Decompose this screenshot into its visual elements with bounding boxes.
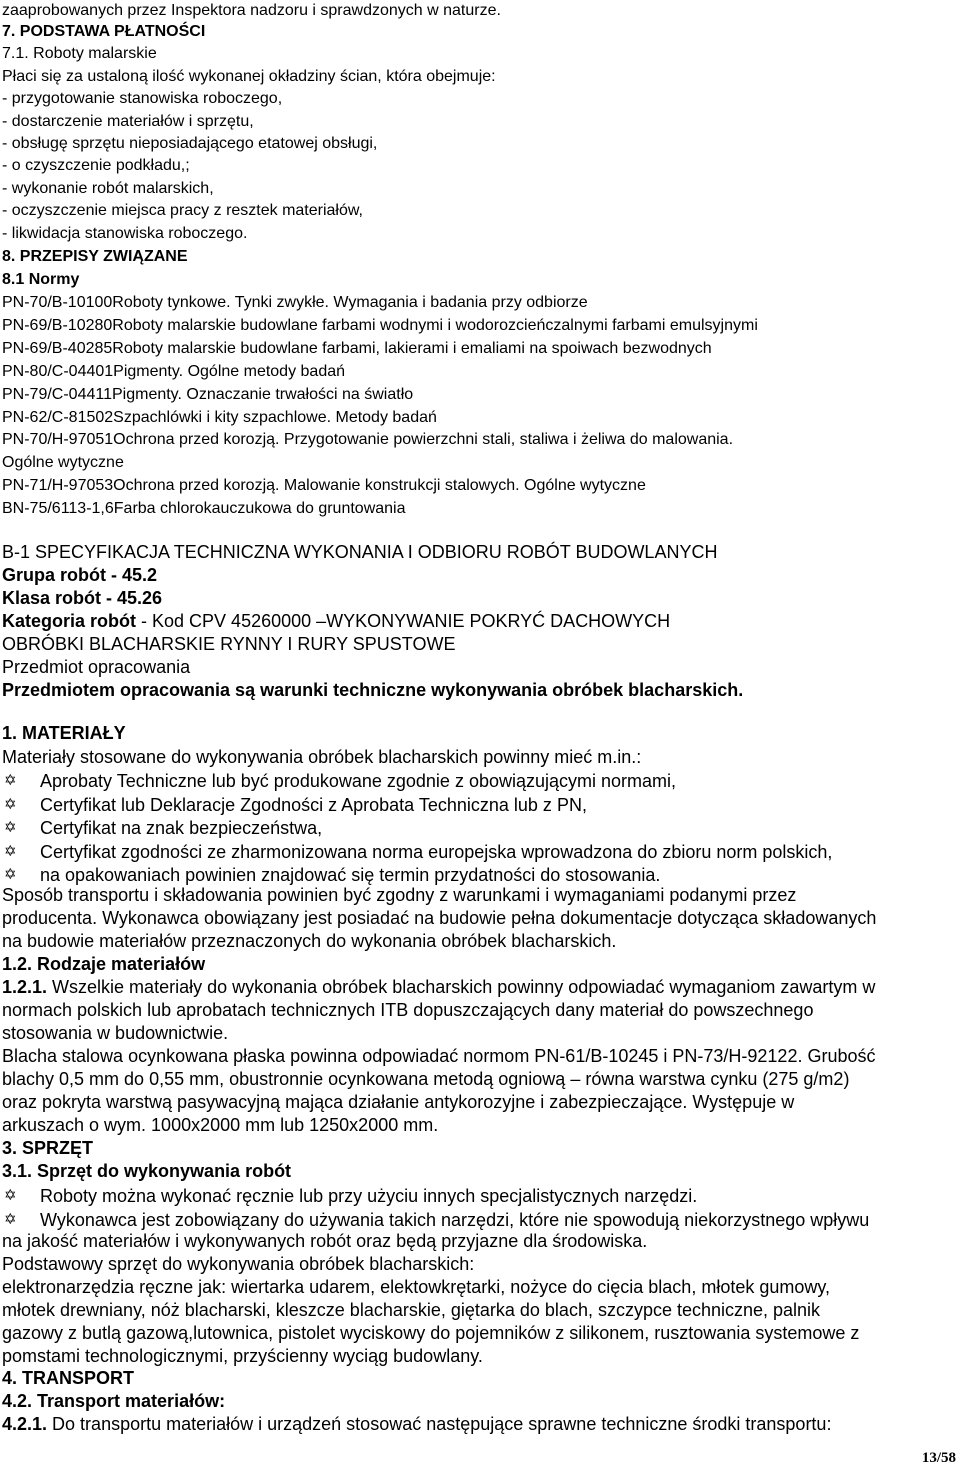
text-line: elektronarzędzia ręczne jak: wiertarka udarem, elektowkrętarki, nożyce do cięcia blach, młotek gumowy,: [2, 1277, 831, 1297]
heading-line: 1.2. Rodzaje materiałów: [2, 954, 206, 974]
text-line: producenta. Wykonawca obowiązany jest posiadać na budowie pełna dokumentacje dotycząca składowanych: [2, 908, 877, 928]
text-line: PN-69/B-40285Roboty malarskie budowlane farbami, lakierami i emaliami na spoiwach bezwodnych: [2, 340, 712, 357]
bullet-item: [2, 1185, 697, 1207]
heading-line: Grupa robót - 45.2: [2, 565, 158, 585]
text-line: arkuszach o wym. 1000x2000 mm lub 1250x2000 mm.: [2, 1115, 439, 1135]
text-line: Ogólne wytyczne: [2, 454, 124, 471]
text-line: Materiały stosowane do wykonywania obróbek blacharskich powinny mieć m.in.:: [2, 747, 642, 767]
text-line: PN-80/C-04401Pigmenty. Ogólne metody badań: [2, 363, 346, 380]
bullet-item: [2, 1209, 869, 1231]
text-line: Sposób transportu i składowania powinien być zgodny z warunkami i wymaganiami podanymi przez: [2, 885, 797, 905]
text-line: OBRÓBKI BLACHARSKIE RYNNY I RURY SPUSTOWE: [2, 634, 456, 654]
bullet-icon: ✡: [4, 819, 17, 836]
heading-line: 4. TRANSPORT: [2, 1368, 135, 1388]
text-line: Blacha stalowa ocynkowana płaska powinna odpowiadać normom PN-61/B-10245 i PN-73/H-92122. Grubość: [2, 1046, 876, 1066]
text-run: Wszelkie materiały do wykonania obróbek blacharskich powinny odpowiadać wymaganiom zawartym w: [47, 977, 876, 997]
heading-line: 3. SPRZĘT: [2, 1138, 94, 1158]
bullet-item: [2, 770, 676, 792]
heading-line: Klasa robót - 45.26: [2, 588, 163, 608]
text-line: Przedmiot opracowania: [2, 657, 191, 677]
bullet-icon: ✡: [4, 843, 17, 860]
heading-line: Przedmiotem opracowania są warunki techniczne wykonywania obróbek blacharskich.: [2, 680, 744, 700]
bold-run: 1.2.1.: [2, 977, 48, 997]
text-line: stosowania w budownictwie.: [2, 1023, 229, 1043]
heading-line: 3.1. Sprzęt do wykonywania robót: [2, 1161, 292, 1181]
text-line: na jakość materiałów i wykonywanych robót oraz będą przyjazne dla środowiska.: [2, 1231, 648, 1251]
bold-run: 4.2.1.: [2, 1414, 48, 1434]
bullet-icon: ✡: [4, 796, 17, 813]
bullet-item: [2, 794, 587, 816]
bullet-icon: ✡: [4, 772, 17, 789]
text-line: młotek drewniany, nóż blacharski, kleszcze blacharskie, giętarka do blach, szczypce techniczne, palnik: [2, 1300, 821, 1320]
text-line: - obsługę sprzętu nieposiadającego etatowej obsługi,: [2, 135, 378, 152]
heading-line: 8.1 Normy: [2, 271, 80, 288]
text-line: - o czyszczenie podkładu,;: [2, 157, 190, 174]
text-line: PN-69/B-10280Roboty malarskie budowlane farbami wodnymi i wodorozcieńczalnymi farbami emulsyjnymi: [2, 317, 758, 334]
text-line: [2, 610, 670, 632]
text-line: na budowie materiałów przeznaczonych do wykonania obróbek blacharskich.: [2, 931, 617, 951]
text-line: PN-70/H-97051Ochrona przed korozją. Przygotowanie powierzchni stali, staliwa i żeliwa do malowania.: [2, 431, 734, 448]
bold-run: Kategoria robót: [2, 611, 137, 631]
bullet-text: Roboty można wykonać ręcznie lub przy użyciu innych specjalistycznych narzędzi.: [40, 1186, 698, 1206]
text-line: oraz pokryta warstwą pasywacyjną mająca działanie antykorozyjne i zabezpieczające. Występuje w: [2, 1092, 795, 1112]
bullet-text: Certyfikat zgodności ze zharmonizowana norma europejska wprowadzona do zbioru norm polskich,: [40, 842, 833, 862]
page-number: 13/58: [921, 1450, 956, 1466]
text-line: zaaprobowanych przez Inspektora nadzoru i sprawdzonych w naturze.: [2, 2, 501, 19]
heading-line: 8. PRZEPISY ZWIĄZANE: [2, 248, 188, 265]
bullet-text: na opakowaniach powinien znajdować się termin przydatności do stosowania.: [40, 865, 661, 885]
text-run: Do transportu materiałów i urządzeń stosować następujące sprawne techniczne środki transportu:: [47, 1414, 832, 1434]
text-line: 7.1. Roboty malarskie: [2, 45, 157, 62]
bullet-icon: ✡: [4, 1211, 17, 1228]
text-line: Podstawowy sprzęt do wykonywania obróbek blacharskich:: [2, 1254, 475, 1274]
bullet-icon: ✡: [4, 1187, 17, 1204]
text-run: - Kod CPV 45260000 –WYKONYWANIE POKRYĆ DACHOWYCH: [136, 611, 671, 631]
text-line: normach polskich lub aprobatach technicznych ITB dopuszczających dany materiał do powszechnego: [2, 1000, 814, 1020]
text-line: gazowy z butlą gazową,lutownica, pistolet wyciskowy do pojemników z silikonem, rusztowania systemowe z: [2, 1323, 860, 1343]
text-line: PN-79/C-04411Pigmenty. Oznaczanie trwałości na światło: [2, 386, 414, 403]
heading-line: 4.2. Transport materiałów:: [2, 1391, 226, 1411]
text-line: - dostarczenie materiałów i sprzętu,: [2, 113, 254, 130]
bullet-item: [2, 841, 832, 863]
bullet-icon: ✡: [4, 866, 17, 883]
text-line: - oczyszczenie miejsca pracy z resztek materiałów,: [2, 202, 363, 219]
text-line: PN-62/C-81502Szpachlówki i kity szpachlowe. Metody badań: [2, 409, 437, 426]
text-line: pomstami technologicznymi, przyścienny wyciąg budowlany.: [2, 1346, 483, 1366]
bullet-text: Wykonawca jest zobowiązany do używania takich narzędzi, które nie spowodują niekorzystnego wpływu: [40, 1210, 870, 1230]
text-line: - likwidacja stanowiska roboczego.: [2, 225, 248, 242]
text-line: - wykonanie robót malarskich,: [2, 180, 214, 197]
text-line: PN-71/H-97053Ochrona przed korozją. Malowanie konstrukcji stalowych. Ogólne wytyczne: [2, 477, 646, 494]
text-line: [2, 1413, 831, 1435]
text-line: PN-70/B-10100Roboty tynkowe. Tynki zwykłe. Wymagania i badania przy odbiorze: [2, 294, 588, 311]
text-line: Płaci się za ustaloną ilość wykonanej okładziny ścian, która obejmuje:: [2, 68, 496, 85]
bullet-item: [2, 864, 660, 886]
heading-line: 1. MATERIAŁY: [2, 723, 126, 743]
text-line: BN-75/6113-1,6Farba chlorokauczukowa do gruntowania: [2, 500, 406, 517]
text-line: [2, 976, 875, 998]
text-line: B-1 SPECYFIKACJA TECHNICZNA WYKONANIA I ODBIORU ROBÓT BUDOWLANYCH: [2, 542, 718, 562]
bullet-text: Certyfikat lub Deklaracje Zgodności z Aprobata Techniczna lub z PN,: [40, 795, 587, 815]
bullet-text: Certyfikat na znak bezpieczeństwa,: [40, 818, 323, 838]
text-line: - przygotowanie stanowiska roboczego,: [2, 90, 283, 107]
bullet-text: Aprobaty Techniczne lub być produkowane zgodnie z obowiązującymi normami,: [40, 771, 677, 791]
text-line: blachy 0,5 mm do 0,55 mm, obustronnie ocynkowana metodą ogniową – równa warstwa cynku (275 g/m2): [2, 1069, 850, 1089]
heading-line: 7. PODSTAWA PŁATNOŚCI: [2, 23, 206, 40]
bullet-item: [2, 817, 322, 839]
